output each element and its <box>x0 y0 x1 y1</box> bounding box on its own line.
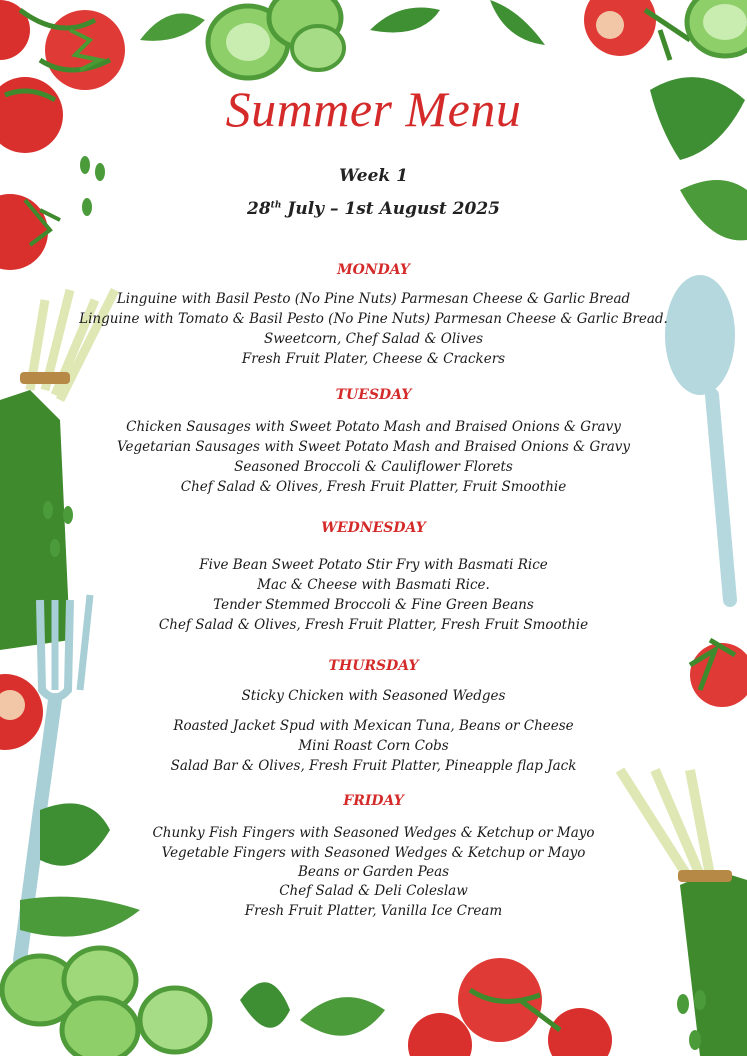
day-heading-monday: MONDAY <box>337 262 410 278</box>
tomato-icon <box>408 958 612 1056</box>
date-range-rest: July – 1st August 2025 <box>281 199 500 219</box>
menu-item: Sweetcorn, Chef Salad & Olives <box>263 331 484 347</box>
menu-title: Summer Menu <box>225 81 522 137</box>
menu-item: Mini Roast Corn Cobs <box>298 738 449 754</box>
menu-item: Seasoned Broccoli & Cauliflower Florets <box>234 459 513 475</box>
cucumber-slice-icon <box>2 948 210 1056</box>
menu-item: Vegetable Fingers with Seasoned Wedges & Ketchup or Mayo <box>161 845 586 861</box>
date-start-suffix: th <box>270 200 282 211</box>
day-items-thursday <box>0 686 747 776</box>
menu-item: Linguine with Tomato & Basil Pesto (No Pine Nuts) Parmesan Cheese & Garlic Bread. <box>79 311 668 327</box>
menu-item: Vegetarian Sausages with Sweet Potato Mash and Braised Onions & Gravy <box>116 439 630 455</box>
menu-item: Chicken Sausages with Sweet Potato Mash and Braised Onions & Gravy <box>126 419 621 435</box>
menu-item: Tender Stemmed Broccoli & Fine Green Beans <box>213 597 534 613</box>
day-items-tuesday <box>0 417 747 497</box>
menu-item: Mac & Cheese with Basmati Rice. <box>257 577 490 593</box>
menu-item: Chef Salad & Olives, Fresh Fruit Platter, Fresh Fruit Smoothie <box>158 617 589 633</box>
menu-item: Chunky Fish Fingers with Seasoned Wedges & Ketchup or Mayo <box>152 825 595 841</box>
tomato-icon <box>584 0 690 60</box>
menu-item: Fresh Fruit Plater, Cheese & Crackers <box>241 351 506 367</box>
menu-item: Five Bean Sweet Potato Stir Fry with Basmati Rice <box>199 557 548 573</box>
cucumber-slice-icon <box>687 0 747 56</box>
day-heading-friday: FRIDAY <box>343 793 404 809</box>
day-items-monday <box>0 289 747 369</box>
menu-item: Fresh Fruit Platter, Vanilla Ice Cream <box>244 903 503 919</box>
menu-item: Linguine with Basil Pesto (No Pine Nuts) Parmesan Cheese & Garlic Bread <box>116 291 631 307</box>
day-heading-tuesday: TUESDAY <box>335 387 412 403</box>
menu-item: Salad Bar & Olives, Fresh Fruit Platter, Pineapple flap Jack <box>170 758 577 774</box>
menu-item: Roasted Jacket Spud with Mexican Tuna, Beans or Cheese <box>173 718 574 734</box>
herb-leaf-icon <box>140 13 205 41</box>
cucumber-slice-icon <box>208 0 344 78</box>
herb-leaf-icon <box>370 0 545 45</box>
date-range <box>0 199 747 219</box>
day-items-friday <box>0 823 747 921</box>
menu-item: Chef Salad & Deli Coleslaw <box>279 883 468 899</box>
week-label: Week 1 <box>339 166 408 186</box>
day-heading-wednesday: WEDNESDAY <box>321 520 426 536</box>
menu-item: Sticky Chicken with Seasoned Wedges <box>241 688 506 704</box>
herb-leaf-icon <box>240 982 385 1036</box>
menu-item: Beans or Garden Peas <box>297 864 450 880</box>
day-heading-thursday: THURSDAY <box>328 658 419 674</box>
date-start-day: 28 <box>247 199 271 219</box>
day-items-wednesday <box>0 555 747 635</box>
menu-item: Chef Salad & Olives, Fresh Fruit Platter, Fruit Smoothie <box>180 479 567 495</box>
